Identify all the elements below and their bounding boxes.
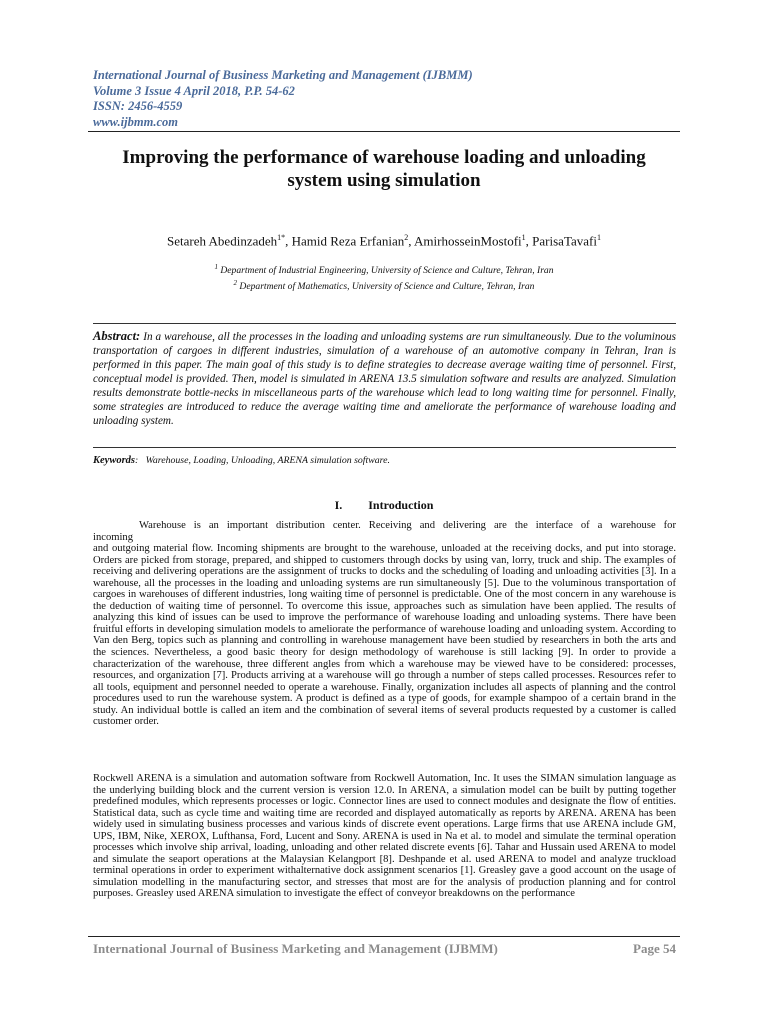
abstract-bottom-rule <box>93 447 676 448</box>
page-number: Page 54 <box>633 941 676 956</box>
paragraph-1 <box>93 520 676 728</box>
author-separator: , <box>408 233 415 249</box>
abstract-label: Abstract: <box>93 329 141 343</box>
abstract <box>93 329 676 428</box>
author-name: ParisaTavafi <box>532 233 597 249</box>
header-divider <box>88 131 680 132</box>
keywords-text: Warehouse, Loading, Unloading, ARENA simulation software. <box>145 455 390 466</box>
journal-header <box>93 68 473 130</box>
journal-volume: Volume 3 Issue 4 April 2018, P.P. 54-62 <box>93 83 295 98</box>
affiliation <box>88 261 680 277</box>
paragraph-1-second-line: incoming <box>93 531 134 543</box>
author-affiliation-mark: 1 <box>596 233 601 242</box>
section-heading <box>88 498 680 512</box>
author-affiliation-mark: 2 <box>404 233 409 242</box>
affiliation-list <box>88 261 680 293</box>
affiliation-mark: 1 <box>214 263 218 271</box>
author-name: Hamid Reza Erfanian <box>291 233 405 249</box>
abstract-top-rule <box>93 323 676 324</box>
paragraph-1-first-line: Warehouse is an important distribution center. Receiving and delivering are the interface of a warehouse for <box>139 520 676 531</box>
footer-journal-name: International Journal of Business Marketing and Management (IJBMM) <box>93 941 498 956</box>
author-affiliation-mark: 1 <box>521 233 526 242</box>
paper-title-line-2: system using simulation <box>287 170 481 191</box>
author-name: AmirhosseinMostofi <box>414 233 522 249</box>
affiliation-text: Department of Mathematics, University of Science and Culture, Tehran, Iran <box>239 281 535 293</box>
abstract-text: In a warehouse, all the processes in the loading and unloading systems are run simultaneously. Due to the voluminous transportation of cargoes in different industries, simulation of a warehouse of an automotive company in Tehran, Iran is performed in this paper. The main goal of this study is to define strategies to decrease average waiting time of personnel. First, conceptual model is provided. Then, model is simulated in ARENA 13.5 simulation software and results are analyzed. Simulation results demonstrate bottle-necks in miscellaneous parts of the warehouse which lead to long waiting time for personnel. Finally, some strategies are introduced to reduce the average waiting time and ameliorate the performance of warehouse loading and unloading system. <box>93 331 676 427</box>
journal-website: www.ijbmm.com <box>93 114 178 129</box>
paragraph-2: Rockwell ARENA is a simulation and automation software from Rockwell Automation, Inc. It uses the SIMAN simulation language as the underlying building block and the current version is version 12.0. In ARENA, a simulation model can be built by putting together predefined modules, which represents processes or logic. Connector lines are used to connect modules and designate the flow of entities. Statistical data, such as cycle time and waiting time are recorded and displayed automatically as reports by ARENA. ARENA has been widely used in simulating business processes and various kinds of discrete event operations. Large firms that use ARENA include GM, UPS, IBM, Nike, XEROX, Lufthansa, Ford, Lucent and Sony. ARENA is used in Na et al. to model and simulate the terminal operation processes which involve ship arrival, loading, unloading and other related discrete events [6]. Tahar and Hussain used ARENA to model and simulate the seaport operations at the Malaysian Kelangport [8]. Deshpande et al. used ARENA to model and analyze truckload terminal operations in order to experiment withalternative dock assignment scenarios [1]. Greasley gave a good account on the usage of simulation modelling in the manufacturing sector, and stresses that most are for the analysis of production planning and for control purposes. Greasley used ARENA simulation to investigate the effect of conveyor breakdowns on the performance <box>93 773 676 900</box>
paragraph-1-text: and outgoing material flow. Incoming shipments are brought to the warehouse, unloaded at the receiving docks, and put into storage. Orders are picked from storage, prepared, and shipped to customers through docks by using van, lorry, truck and ship. The examples of receiving and delivering operations are the assignment of trucks to docks and the scheduling of loading and unloading activities [3]. In a warehouse, all the processes in the loading and unloading systems are run simultaneously [5]. Due to the voluminous transportation of cargoes in warehouses of different industries, long waiting time of personnel is predictable. One of the most concern in any warehouse is the deduction of waiting time of personnel. To overcome this issue, approaches such as simulation have been applied. The results of analyzing this kind of issues can be used to improve the performance of warehouse loading and unloading systems. There have been fruitful efforts in developing simulation models to ameliorate the performance of warehouse loading and unloading system. According to Van den Berg, topics such as planning and controlling in warehouse management have been studied by researchers in both the arts and the sciences. Nevertheless, a good basic theory for design methodology of warehouse is still lacking [9]. In order to provide a characterization of the warehouse, three different angles from which a warehouse may be viewed have to be considered: processes, resources, and organization [7]. Products arriving at a warehouse will go through a number of steps called processes. Resources refer to all tools, equipment and personnel needed to operate a warehouse. Finally, organization includes all aspects of planning and the control procedures used to run the warehouse system. A product is defined as a type of goods, for example shampoo of a certain brand in the study. An individual bottle is called an item and the combination of several items of several products requested by a customer is called customer order. <box>93 543 676 728</box>
keywords-label: Keywords <box>93 455 135 466</box>
author-name: Setareh Abedinzadeh <box>167 233 278 249</box>
page-footer <box>93 941 676 956</box>
paper-title-line-1: Improving the performance of warehouse loading and unloading <box>122 147 646 168</box>
keywords-colon: : <box>135 455 139 466</box>
author-affiliation-mark: 1* <box>277 233 286 242</box>
journal-issn: ISSN: 2456-4559 <box>93 99 183 113</box>
section-title: Introduction <box>368 498 434 512</box>
journal-name: International Journal of Business Marketing and Management (IJBMM) <box>93 68 473 82</box>
affiliation-text: Department of Industrial Engineering, University of Science and Culture, Tehran, Iran <box>220 265 554 277</box>
affiliation-mark: 2 <box>233 279 238 288</box>
author-list <box>88 230 680 249</box>
keywords <box>93 455 676 467</box>
footer-divider <box>88 936 680 937</box>
paper-title <box>88 146 680 192</box>
author-separator: , <box>525 233 533 249</box>
author-separator: , <box>285 233 292 249</box>
section-number: I. <box>334 498 343 512</box>
affiliation <box>88 277 680 293</box>
